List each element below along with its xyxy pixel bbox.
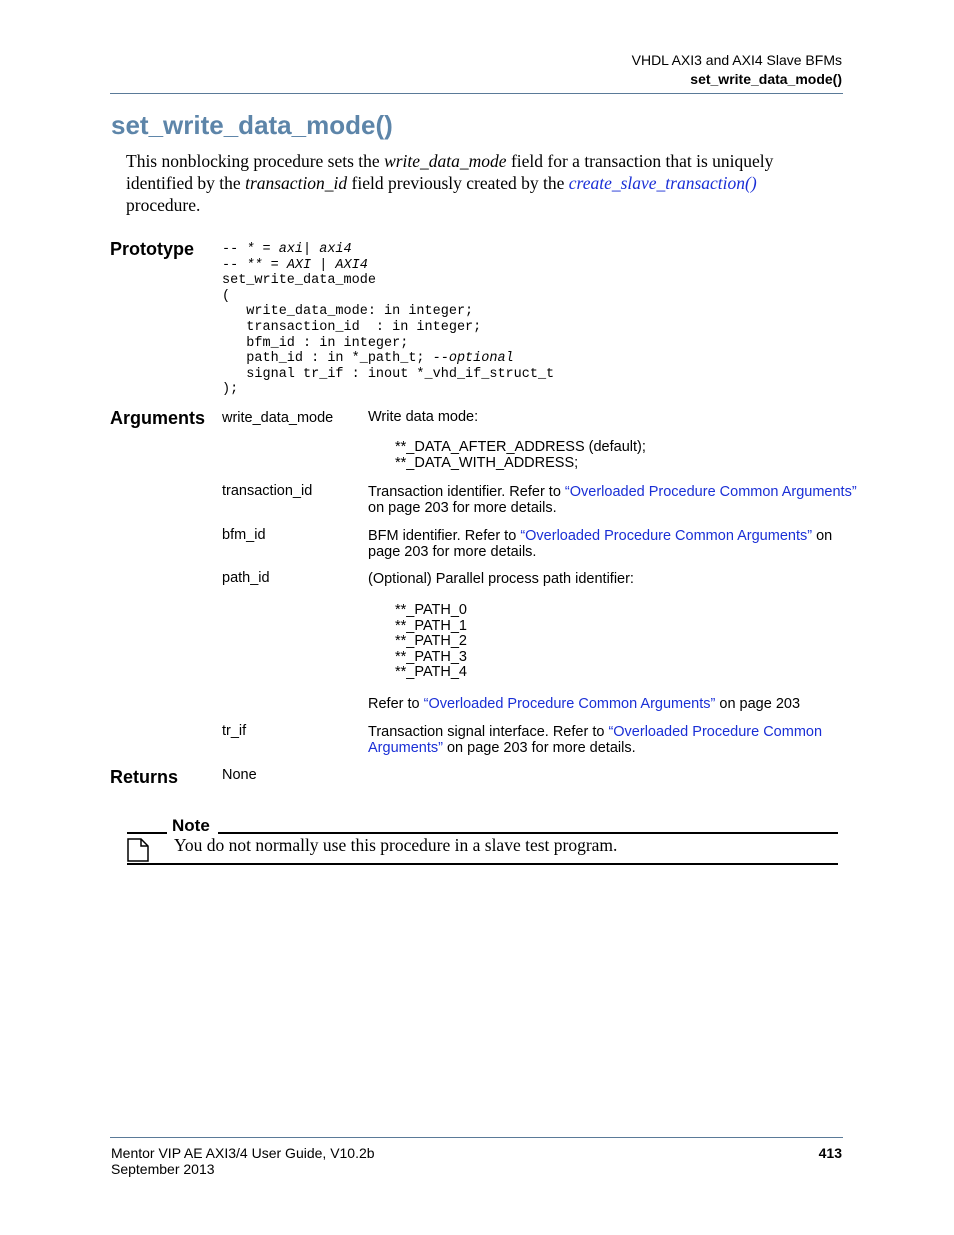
page-number: 413 <box>818 1145 842 1161</box>
code-proc-name: set_write_data_mode <box>222 273 376 289</box>
note-page-icon <box>127 838 149 862</box>
arg-name-path-id: path_id <box>222 570 270 586</box>
option-path-4: **_PATH_4 <box>395 664 467 681</box>
arguments-label: Arguments <box>110 408 206 428</box>
header-divider <box>110 93 843 94</box>
overloaded-args-link[interactable]: “Overloaded Procedure Common Arguments” <box>520 528 813 544</box>
arg-desc-bfm-id-pre: BFM identifier. Refer to <box>368 528 521 544</box>
write-data-mode-options <box>395 440 646 471</box>
arg-name-bfm-id: bfm_id <box>222 527 266 543</box>
note-rule-right <box>218 832 838 834</box>
prototype-code <box>222 242 554 398</box>
page-title: set_write_data_mode() <box>111 110 393 140</box>
option-path-0: **_PATH_0 <box>395 602 467 618</box>
arg-name-transaction-id: transaction_id <box>222 483 313 499</box>
returns-value: None <box>222 767 257 783</box>
prototype-label: Prototype <box>110 239 195 259</box>
arg-desc-path-id-refer <box>368 696 858 712</box>
arg-desc-transaction-id-pre: Transaction identifier. Refer to <box>368 484 565 500</box>
code-param-bfm-id: bfm_id : in integer; <box>222 335 409 351</box>
arg-desc-bfm-id <box>368 528 858 560</box>
arg-desc-path-id-post: on page 203 <box>715 696 801 712</box>
arg-desc-tr-if <box>368 724 858 756</box>
intro-field-write-data-mode: write_data_mode <box>384 151 507 171</box>
code-comment-1-dash: -- <box>222 242 247 257</box>
option-path-1: **_PATH_1 <box>395 617 467 634</box>
arg-desc-write-data-mode: Write data mode: <box>368 409 479 425</box>
code-open-paren: ( <box>222 288 231 304</box>
header-doc-section: VHDL AXI3 and AXI4 Slave BFMs <box>631 52 842 68</box>
code-comment-2-dash: -- <box>222 257 247 273</box>
note-label: Note <box>172 816 210 835</box>
intro-field-transaction-id: transaction_id <box>245 173 348 193</box>
option-path-2: **_PATH_2 <box>395 633 467 650</box>
returns-label: Returns <box>110 767 179 787</box>
footer-guide-title: Mentor VIP AE AXI3/4 User Guide, V10.2b <box>111 1145 375 1161</box>
path-id-options <box>395 603 467 681</box>
option-path-3: **_PATH_3 <box>395 648 467 665</box>
code-param-transaction-id: transaction_id : in integer; <box>222 319 482 335</box>
header-page-topic: set_write_data_mode() <box>690 71 842 87</box>
footer-divider <box>110 1137 843 1138</box>
code-param-tr-if: signal tr_if : inout *_vhd_if_struct_t <box>222 366 555 382</box>
arg-name-write-data-mode: write_data_mode <box>222 410 334 426</box>
note-text: You do not normally use this procedure in a slave test program. <box>174 835 618 855</box>
footer-date: September 2013 <box>111 1161 215 1177</box>
overloaded-args-link[interactable]: “Overloaded Procedure Common Arguments” <box>423 696 716 712</box>
note-rule-bottom <box>127 863 838 865</box>
intro-text-3: field previously created by the <box>347 173 569 193</box>
overloaded-args-link[interactable]: “Overloaded Procedure Common Arguments” <box>564 484 857 500</box>
code-param-path-id: path_id : in *_path_t; <box>222 351 433 367</box>
intro-text-2: field for a transaction that is uniquely identified by the <box>126 151 774 193</box>
code-comment-2: ** = AXI | AXI4 <box>246 257 368 273</box>
intro-paragraph <box>126 150 826 216</box>
note-rule-left <box>127 832 167 834</box>
option-data-with-address: **_DATA_WITH_ADDRESS; <box>395 454 579 471</box>
arg-desc-transaction-id <box>368 484 858 516</box>
code-optional-comment: --optional <box>432 351 514 367</box>
arg-name-tr-if: tr_if <box>222 723 247 739</box>
overloaded-args-link[interactable]: “Overloaded Procedure Common Arguments” <box>368 724 823 756</box>
arg-desc-tr-if-post: on page 203 for more details. <box>442 740 636 756</box>
arg-desc-path-id: (Optional) Parallel process path identifier: <box>368 571 634 587</box>
arg-desc-transaction-id-post: on page 203 for more details. <box>368 500 557 516</box>
create-slave-transaction-link[interactable]: create_slave_transaction() <box>568 173 757 193</box>
arg-desc-bfm-id-post: on page 203 for more details. <box>368 528 833 560</box>
arg-desc-path-id-pre: Refer to <box>368 696 424 712</box>
intro-text-4: procedure. <box>126 195 201 215</box>
code-close-paren: ); <box>222 382 239 398</box>
code-comment-1: * = axi| axi4 <box>246 242 352 257</box>
arg-desc-tr-if-pre: Transaction signal interface. Refer to <box>368 724 609 740</box>
option-data-after-address: **_DATA_AFTER_ADDRESS (default); <box>395 439 646 455</box>
intro-text-1: This nonblocking procedure sets the <box>126 151 385 171</box>
code-param-write-data-mode: write_data_mode: in integer; <box>222 304 474 320</box>
